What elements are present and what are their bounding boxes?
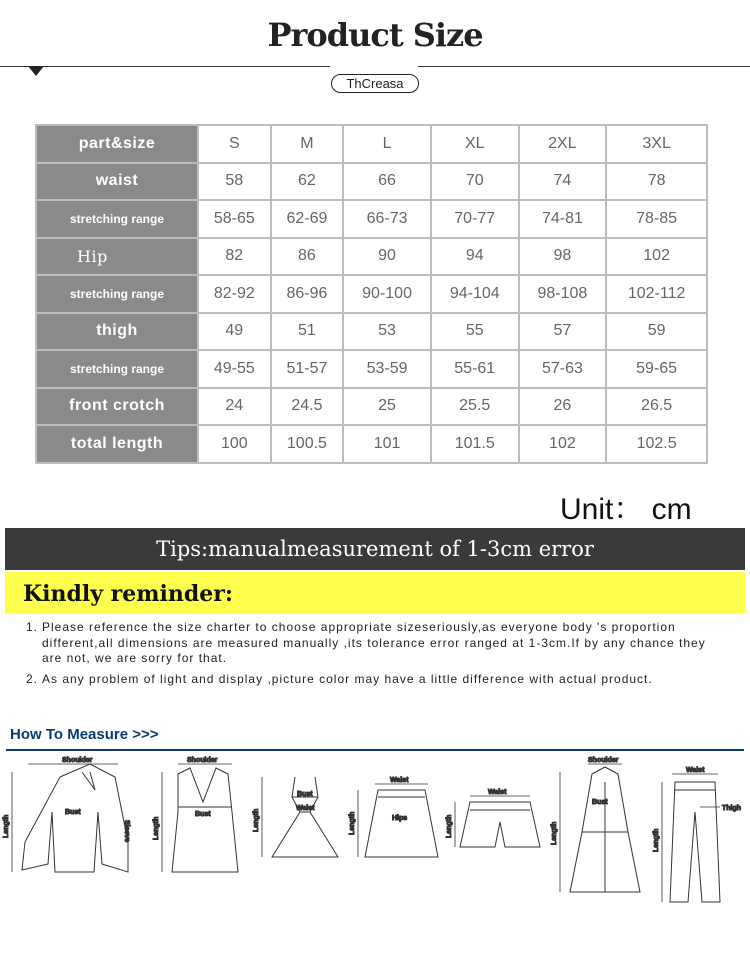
size-cell: 102.5	[606, 425, 707, 463]
size-cell: 78	[606, 163, 707, 201]
size-header-row	[36, 125, 707, 163]
size-cell: 82-92	[198, 275, 271, 313]
dress-diagram-icon	[253, 777, 338, 857]
size-cell: 90-100	[343, 275, 431, 313]
svg-text:Bust: Bust	[592, 799, 608, 806]
size-cell: 86-96	[271, 275, 344, 313]
size-cell: 24.5	[271, 388, 344, 426]
size-cell: 94-104	[431, 275, 519, 313]
notes-list	[26, 620, 726, 692]
size-cell: 98-108	[519, 275, 607, 313]
size-cell: 78-85	[606, 200, 707, 238]
size-row	[36, 425, 707, 463]
svg-text:Shoulder: Shoulder	[187, 757, 218, 764]
row-label: stretching range	[36, 200, 198, 238]
note-item	[26, 672, 726, 688]
svg-text:Length: Length	[349, 811, 356, 835]
size-cell: 62-69	[271, 200, 344, 238]
size-cell: 62	[271, 163, 344, 201]
size-cell: 82	[198, 238, 271, 276]
size-column-header: 3XL	[606, 125, 707, 163]
size-cell: 25	[343, 388, 431, 426]
size-column-header: L	[343, 125, 431, 163]
measurement-diagrams	[0, 752, 750, 952]
size-cell: 66-73	[343, 200, 431, 238]
size-cell: 102	[606, 238, 707, 276]
size-cell: 55-61	[431, 350, 519, 388]
size-cell: 101.5	[431, 425, 519, 463]
unit-label: Unit： cm	[560, 493, 692, 526]
svg-text:Waist: Waist	[390, 777, 409, 784]
row-label: stretching range	[36, 275, 198, 313]
coat-diagram-icon	[551, 757, 640, 892]
size-cell: 74	[519, 163, 607, 201]
svg-text:Bust: Bust	[195, 811, 211, 818]
size-cell: 49-55	[198, 350, 271, 388]
size-cell: 26.5	[606, 388, 707, 426]
row-label: Hip	[36, 238, 198, 276]
row-label: front crotch	[36, 388, 198, 426]
tank-top-diagram-icon	[153, 757, 238, 872]
size-cell: 51	[271, 313, 344, 351]
page-title: Product Size	[267, 16, 483, 54]
size-cell: 98	[519, 238, 607, 276]
size-cell: 58	[198, 163, 271, 201]
size-row	[36, 163, 707, 201]
size-cell: 55	[431, 313, 519, 351]
size-cell: 70-77	[431, 200, 519, 238]
tips-banner: Tips:manualmeasurement of 1-3cm error	[5, 528, 745, 570]
size-cell: 25.5	[431, 388, 519, 426]
shorts-diagram-icon	[446, 789, 540, 847]
svg-text:Length: Length	[3, 814, 10, 838]
size-cell: 102	[519, 425, 607, 463]
size-cell: 100	[198, 425, 271, 463]
row-label: stretching range	[36, 350, 198, 388]
note-text: As any problem of light and display ,picture color may have a little difference with actual product.	[42, 671, 653, 686]
size-cell: 59-65	[606, 350, 707, 388]
size-cell: 102-112	[606, 275, 707, 313]
svg-text:Waist: Waist	[686, 767, 705, 774]
svg-text:Waist: Waist	[488, 789, 507, 796]
size-cell: 26	[519, 388, 607, 426]
note-number: 1.	[26, 620, 39, 634]
row-label: part&size	[36, 125, 198, 163]
size-cell: 66	[343, 163, 431, 201]
size-cell: 94	[431, 238, 519, 276]
size-row	[36, 313, 707, 351]
size-cell: 53-59	[343, 350, 431, 388]
size-cell: 59	[606, 313, 707, 351]
triangle-marker-icon	[28, 66, 44, 76]
svg-text:Length: Length	[551, 821, 558, 845]
note-number: 2.	[26, 671, 39, 686]
row-label: total length	[36, 425, 198, 463]
size-cell: 53	[343, 313, 431, 351]
size-row	[36, 350, 707, 388]
svg-text:Bust: Bust	[65, 809, 81, 816]
note-item	[26, 620, 726, 667]
svg-text:Shoulder: Shoulder	[588, 757, 619, 764]
size-cell: 70	[431, 163, 519, 201]
svg-text:Length: Length	[446, 814, 453, 838]
size-column-header: S	[198, 125, 271, 163]
size-cell: 49	[198, 313, 271, 351]
size-cell: 86	[271, 238, 344, 276]
blouse-diagram-icon	[3, 757, 130, 872]
how-to-measure-heading: How To Measure >>>	[10, 726, 159, 743]
svg-text:Waist: Waist	[296, 805, 315, 812]
size-cell: 74-81	[519, 200, 607, 238]
brand-badge: ThCreasa	[331, 74, 419, 93]
size-cell: 58-65	[198, 200, 271, 238]
row-label: waist	[36, 163, 198, 201]
svg-text:Length: Length	[153, 816, 160, 840]
size-row	[36, 200, 707, 238]
size-cell: 100.5	[271, 425, 344, 463]
size-cell: 90	[343, 238, 431, 276]
size-column-header: M	[271, 125, 344, 163]
svg-text:Bust: Bust	[297, 791, 313, 798]
size-column-header: XL	[431, 125, 519, 163]
title-rule-left	[0, 66, 330, 67]
size-cell: 51-57	[271, 350, 344, 388]
size-column-header: 2XL	[519, 125, 607, 163]
svg-text:Hips: Hips	[392, 815, 408, 822]
size-row	[36, 238, 707, 276]
size-row	[36, 275, 707, 313]
size-cell: 57-63	[519, 350, 607, 388]
svg-text:Length: Length	[253, 808, 260, 832]
note-text: Please reference the size charter to choose appropriate sizeseriously,as everyone body 's proportion different,all dimensions are measured manually ,its tolerance error ranged at 1-3cm.If by any chance they are not, we are sorry for that.	[42, 620, 706, 665]
how-to-measure-rule	[6, 749, 744, 751]
size-cell: 24	[198, 388, 271, 426]
skirt-diagram-icon	[349, 777, 438, 857]
size-row	[36, 388, 707, 426]
title-rule-right	[418, 66, 750, 67]
trousers-diagram-icon	[653, 767, 741, 902]
row-label: thigh	[36, 313, 198, 351]
svg-text:Shoulder: Shoulder	[62, 757, 93, 764]
size-cell: 57	[519, 313, 607, 351]
size-cell: 101	[343, 425, 431, 463]
svg-text:Thigh: Thigh	[722, 805, 742, 812]
reminder-banner: Kindly reminder:	[5, 572, 745, 614]
size-table	[35, 124, 708, 464]
svg-text:Length: Length	[653, 828, 660, 852]
svg-text:Sleeve: Sleeve	[123, 820, 130, 843]
